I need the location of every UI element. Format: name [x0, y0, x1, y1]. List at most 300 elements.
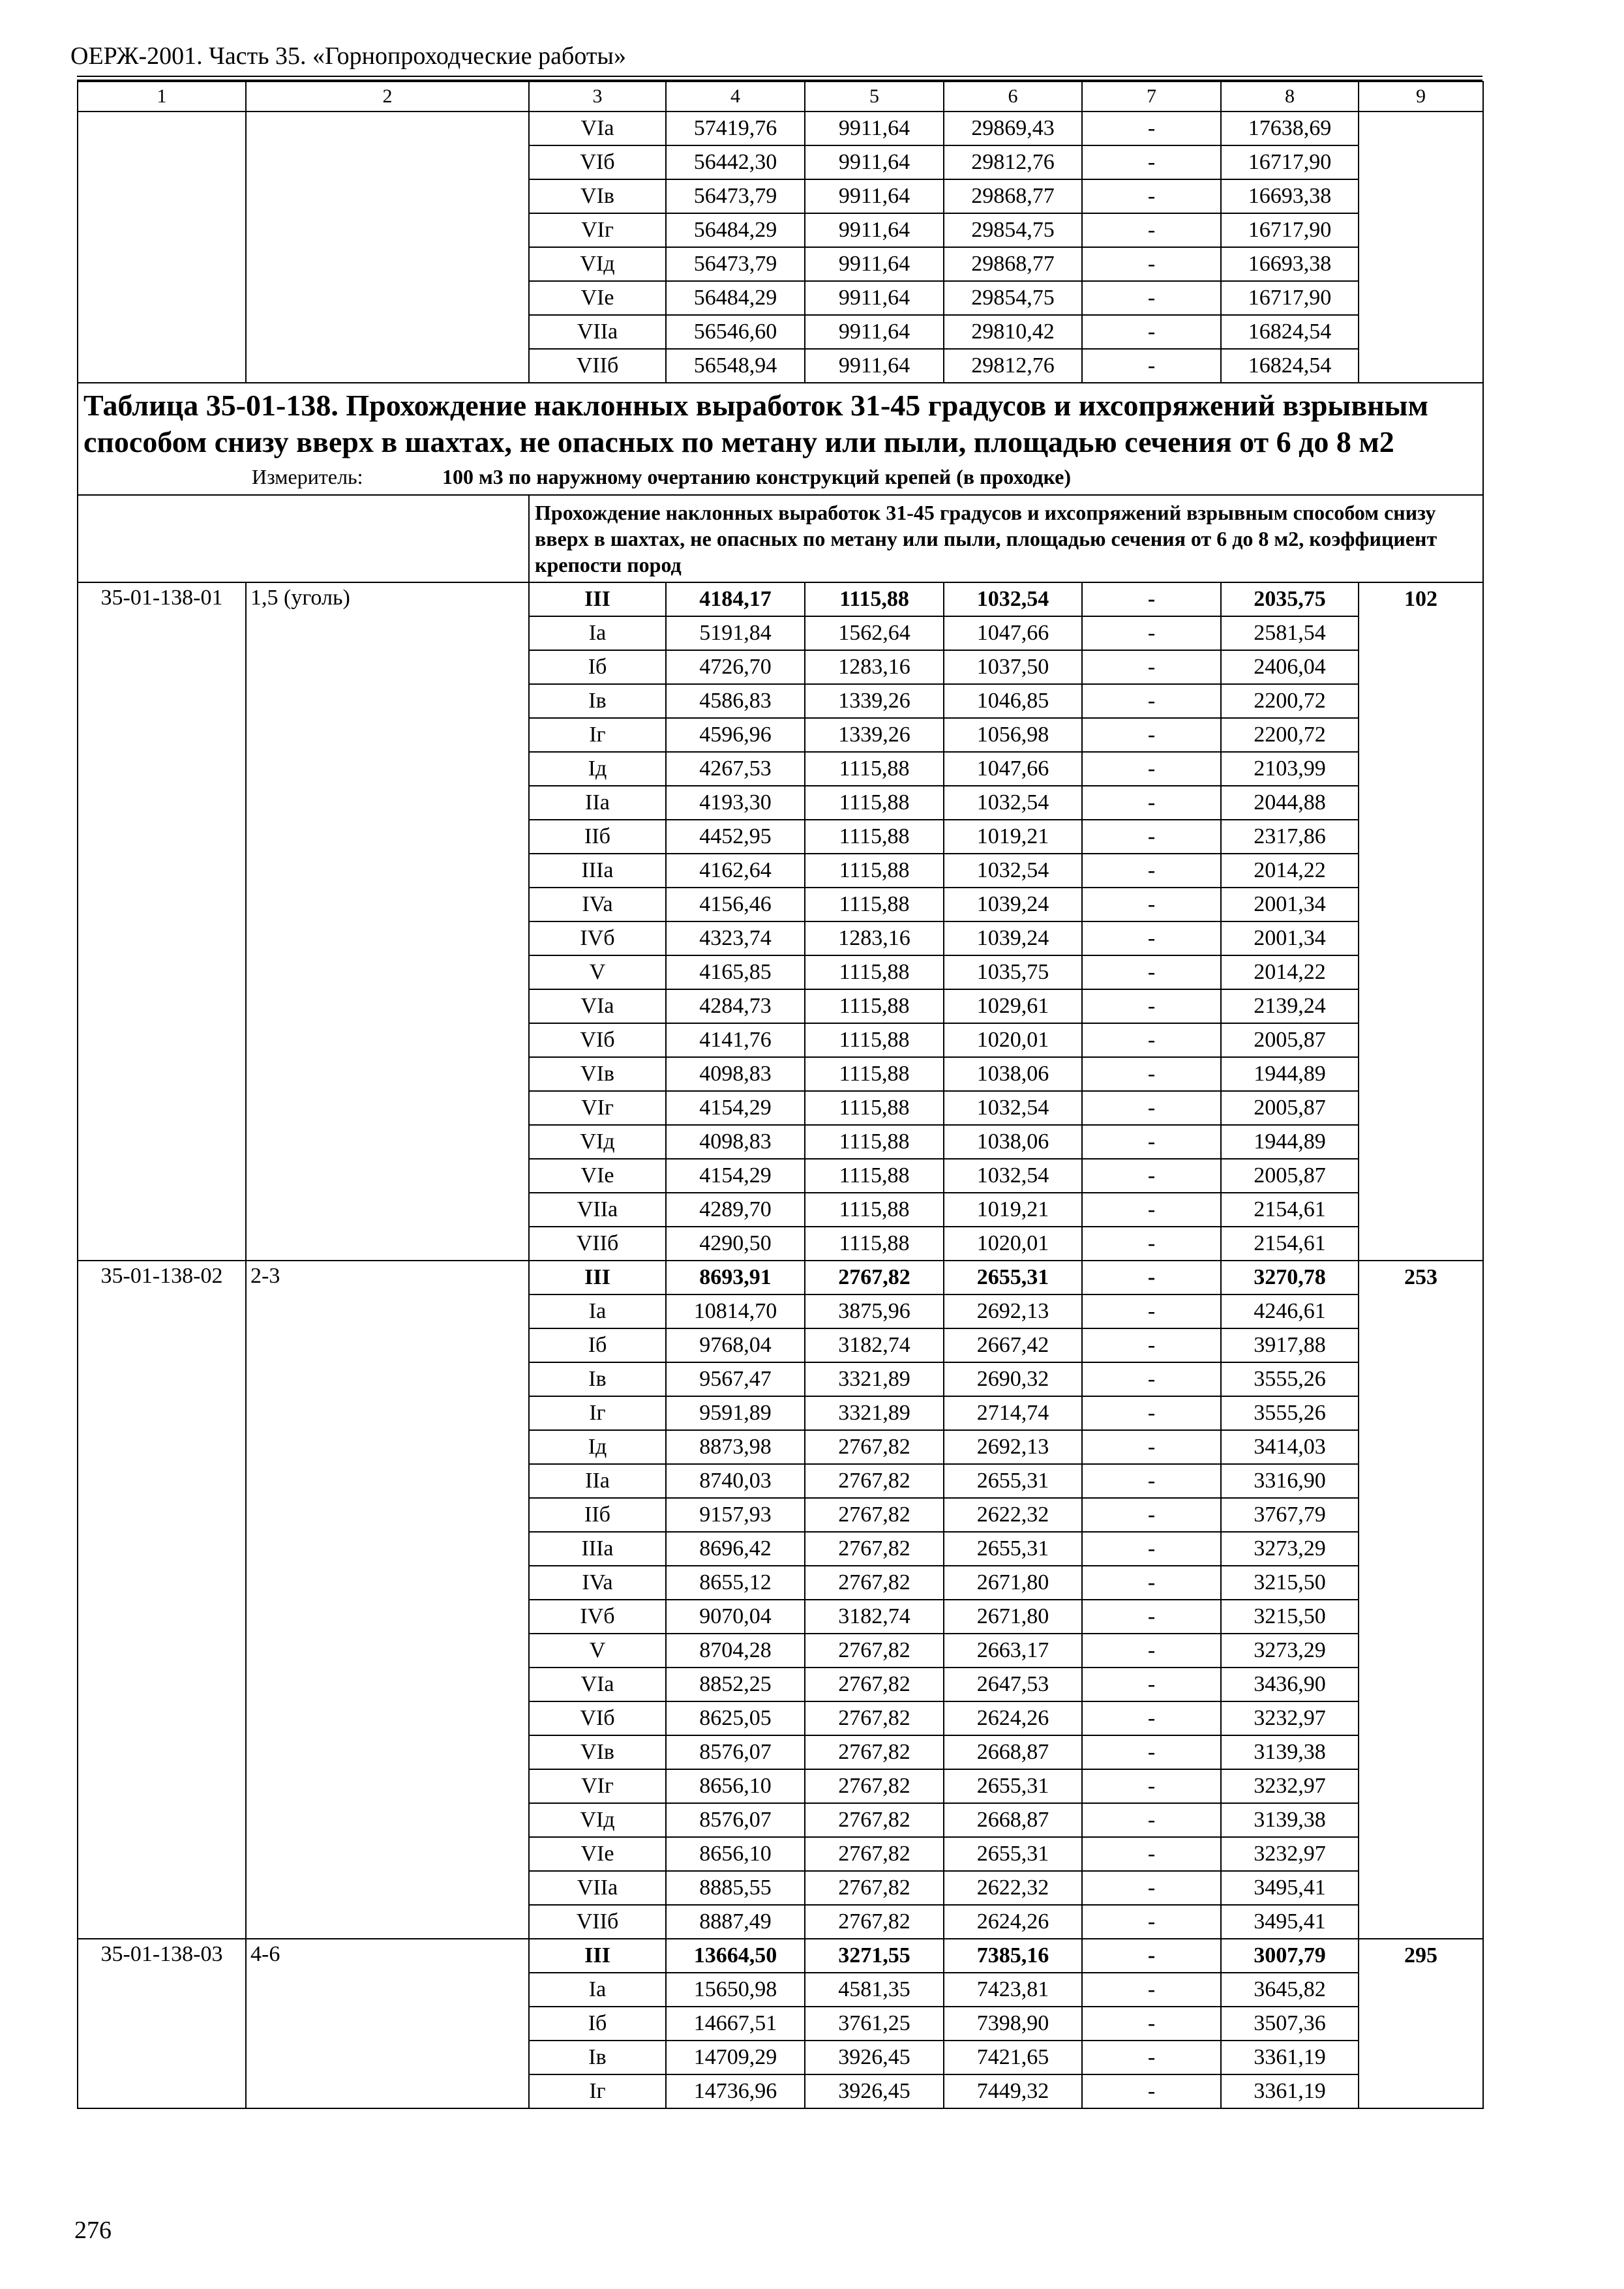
value-cell: 1115,88 — [805, 1023, 944, 1057]
value-cell: 2014,22 — [1221, 955, 1359, 989]
value-cell: VIe — [529, 1837, 666, 1871]
value-cell: 2035,75 — [1221, 582, 1359, 616]
value-cell: 2767,82 — [805, 1735, 944, 1769]
value-cell: 1039,24 — [944, 888, 1082, 921]
value-cell: 56473,79 — [666, 247, 805, 281]
value-cell: - — [1082, 2007, 1221, 2041]
value-cell: 2767,82 — [805, 1430, 944, 1464]
subtitle-indent — [78, 495, 529, 582]
value-cell: 3316,90 — [1221, 1464, 1359, 1498]
value-cell: 2655,31 — [944, 1532, 1082, 1566]
value-cell: - — [1082, 1193, 1221, 1227]
value-cell: 3139,38 — [1221, 1803, 1359, 1837]
value-cell: 8655,12 — [666, 1566, 805, 1600]
column-number: 2 — [246, 82, 529, 112]
value-cell: - — [1082, 684, 1221, 718]
value-cell: 3361,19 — [1221, 2074, 1359, 2108]
value-cell: 1019,21 — [944, 820, 1082, 854]
rock-hardness: 2-3 — [246, 1261, 529, 1939]
table-row — [78, 112, 1483, 145]
value-cell: 3436,90 — [1221, 1668, 1359, 1701]
value-cell: 2690,32 — [944, 1362, 1082, 1396]
value-cell: 3139,38 — [1221, 1735, 1359, 1769]
value-cell: 56546,60 — [666, 315, 805, 349]
value-cell: 8873,98 — [666, 1430, 805, 1464]
measure-value: 100 м3 по наружному очертанию конструкций крепей (в проходке) — [442, 465, 1072, 488]
value-cell: VIв — [529, 1735, 666, 1769]
value-cell: - — [1082, 1396, 1221, 1430]
value-cell: - — [1082, 650, 1221, 684]
value-cell: - — [1082, 2074, 1221, 2108]
value-cell: 56473,79 — [666, 179, 805, 213]
value-cell: 1032,54 — [944, 854, 1082, 888]
value-cell: VIд — [529, 1803, 666, 1837]
value-cell: 1035,75 — [944, 955, 1082, 989]
value-cell: 8887,49 — [666, 1905, 805, 1939]
value-cell: Iг — [529, 718, 666, 752]
value-cell: - — [1082, 1668, 1221, 1701]
value-cell: 1115,88 — [805, 854, 944, 888]
value-cell: - — [1082, 989, 1221, 1023]
value-cell: 1032,54 — [944, 1091, 1082, 1125]
value-cell: VIIб — [529, 1227, 666, 1261]
page-number: 276 — [74, 2217, 112, 2244]
value-cell: V — [529, 955, 666, 989]
value-cell: 1032,54 — [944, 786, 1082, 820]
value-cell: - — [1082, 854, 1221, 888]
value-cell: 4246,61 — [1221, 1294, 1359, 1328]
value-cell: 3555,26 — [1221, 1362, 1359, 1396]
value-cell: 1115,88 — [805, 752, 944, 786]
value-cell: 2668,87 — [944, 1803, 1082, 1837]
value-cell: - — [1082, 179, 1221, 213]
value-cell: - — [1082, 1871, 1221, 1905]
value-cell: 3232,97 — [1221, 1837, 1359, 1871]
value-cell: 2671,80 — [944, 1566, 1082, 1600]
value-cell: 9911,64 — [805, 213, 944, 247]
value-cell: 57419,76 — [666, 112, 805, 145]
table-row — [78, 1261, 1483, 1294]
value-cell: - — [1082, 1430, 1221, 1464]
value-cell: Iд — [529, 752, 666, 786]
value-cell: 4184,17 — [666, 582, 805, 616]
col9-value: 295 — [1359, 1939, 1483, 2108]
value-cell: VIб — [529, 145, 666, 179]
value-cell: VIIa — [529, 1193, 666, 1227]
value-cell: - — [1082, 213, 1221, 247]
value-cell: 2647,53 — [944, 1668, 1082, 1701]
column-number: 6 — [944, 82, 1082, 112]
value-cell: 1115,88 — [805, 1057, 944, 1091]
column-number: 3 — [529, 82, 666, 112]
col9-value: 253 — [1359, 1261, 1483, 1939]
value-cell: 1037,50 — [944, 650, 1082, 684]
value-cell: 1115,88 — [805, 582, 944, 616]
value-cell: IIa — [529, 786, 666, 820]
value-cell: 1562,64 — [805, 616, 944, 650]
value-cell: 15650,98 — [666, 1973, 805, 2007]
column-number: 4 — [666, 82, 805, 112]
value-cell: 1020,01 — [944, 1227, 1082, 1261]
value-cell: VIe — [529, 281, 666, 315]
column-number: 5 — [805, 82, 944, 112]
value-cell: VIa — [529, 1668, 666, 1701]
value-cell: 1115,88 — [805, 888, 944, 921]
value-cell: - — [1082, 145, 1221, 179]
value-cell: 3182,74 — [805, 1600, 944, 1634]
value-cell: - — [1082, 820, 1221, 854]
value-cell: 2139,24 — [1221, 989, 1359, 1023]
value-cell: VIг — [529, 213, 666, 247]
value-cell: - — [1082, 1362, 1221, 1396]
value-cell: 3232,97 — [1221, 1769, 1359, 1803]
column-number-row — [78, 82, 1483, 112]
value-cell: 1944,89 — [1221, 1125, 1359, 1159]
col9-cell-empty — [1359, 112, 1483, 383]
value-cell: 7449,32 — [944, 2074, 1082, 2108]
value-cell: 2767,82 — [805, 1837, 944, 1871]
estimate-table — [77, 81, 1484, 2109]
value-cell: IIб — [529, 1498, 666, 1532]
value-cell: III — [529, 582, 666, 616]
value-cell: 1047,66 — [944, 616, 1082, 650]
value-cell: 2714,74 — [944, 1396, 1082, 1430]
value-cell: 1029,61 — [944, 989, 1082, 1023]
value-cell: 4290,50 — [666, 1227, 805, 1261]
value-cell: 2001,34 — [1221, 888, 1359, 921]
value-cell: 2317,86 — [1221, 820, 1359, 854]
measure-label: Измеритель: — [252, 465, 363, 488]
value-cell: 3271,55 — [805, 1939, 944, 1973]
value-cell: - — [1082, 1701, 1221, 1735]
value-cell: 3361,19 — [1221, 2041, 1359, 2074]
value-cell: IIa — [529, 1464, 666, 1498]
value-cell: - — [1082, 1634, 1221, 1668]
value-cell: 1032,54 — [944, 1159, 1082, 1193]
value-cell: 9911,64 — [805, 112, 944, 145]
value-cell: - — [1082, 718, 1221, 752]
value-cell: - — [1082, 1091, 1221, 1125]
table-title-cell — [78, 383, 1483, 495]
value-cell: Iб — [529, 650, 666, 684]
value-cell: 14667,51 — [666, 2007, 805, 2041]
value-cell: - — [1082, 752, 1221, 786]
value-cell: 4289,70 — [666, 1193, 805, 1227]
value-cell: 1115,88 — [805, 955, 944, 989]
value-cell: 29854,75 — [944, 281, 1082, 315]
value-cell: 2005,87 — [1221, 1159, 1359, 1193]
value-cell: - — [1082, 1125, 1221, 1159]
subtitle-row — [78, 495, 1483, 582]
value-cell: 2767,82 — [805, 1464, 944, 1498]
value-cell: VIIб — [529, 1905, 666, 1939]
condition-cell-empty — [246, 112, 529, 383]
value-cell: - — [1082, 1803, 1221, 1837]
value-cell: VIв — [529, 1057, 666, 1091]
value-cell: 2767,82 — [805, 1634, 944, 1668]
value-cell: 1020,01 — [944, 1023, 1082, 1057]
value-cell: 2200,72 — [1221, 718, 1359, 752]
value-cell: 2767,82 — [805, 1532, 944, 1566]
value-cell: 1038,06 — [944, 1057, 1082, 1091]
value-cell: 2622,32 — [944, 1498, 1082, 1532]
column-number: 8 — [1221, 82, 1359, 112]
code-cell-empty — [78, 112, 246, 383]
value-cell: 3215,50 — [1221, 1566, 1359, 1600]
column-number: 9 — [1359, 82, 1483, 112]
value-cell: - — [1082, 281, 1221, 315]
value-cell: IVб — [529, 1600, 666, 1634]
value-cell: 29812,76 — [944, 145, 1082, 179]
value-cell: VIIa — [529, 1871, 666, 1905]
value-cell: 1339,26 — [805, 718, 944, 752]
value-cell: VIб — [529, 1701, 666, 1735]
value-cell: 1115,88 — [805, 1227, 944, 1261]
value-cell: 2767,82 — [805, 1668, 944, 1701]
value-cell: VIa — [529, 989, 666, 1023]
value-cell: 3182,74 — [805, 1328, 944, 1362]
value-cell: 1115,88 — [805, 1159, 944, 1193]
value-cell: - — [1082, 1159, 1221, 1193]
value-cell: 2767,82 — [805, 1803, 944, 1837]
value-cell: 14709,29 — [666, 2041, 805, 2074]
value-cell: 17638,69 — [1221, 112, 1359, 145]
value-cell: 1047,66 — [944, 752, 1082, 786]
value-cell: 2005,87 — [1221, 1091, 1359, 1125]
value-cell: 8625,05 — [666, 1701, 805, 1735]
value-cell: IVa — [529, 1566, 666, 1600]
value-cell: 2767,82 — [805, 1701, 944, 1735]
value-cell: 9911,64 — [805, 349, 944, 383]
value-cell: 16717,90 — [1221, 281, 1359, 315]
value-cell: VIб — [529, 1023, 666, 1057]
value-cell: 2154,61 — [1221, 1193, 1359, 1227]
value-cell: 9070,04 — [666, 1600, 805, 1634]
value-cell: 56442,30 — [666, 145, 805, 179]
value-cell: IVa — [529, 888, 666, 921]
value-cell: 3761,25 — [805, 2007, 944, 2041]
value-cell: 16824,54 — [1221, 349, 1359, 383]
value-cell: VIд — [529, 247, 666, 281]
value-cell: Iб — [529, 1328, 666, 1362]
value-cell: - — [1082, 1769, 1221, 1803]
value-cell: 3273,29 — [1221, 1634, 1359, 1668]
value-cell: 1115,88 — [805, 820, 944, 854]
value-cell: Iв — [529, 684, 666, 718]
value-cell: - — [1082, 888, 1221, 921]
value-cell: - — [1082, 921, 1221, 955]
value-cell: Iг — [529, 2074, 666, 2108]
value-cell: 8696,42 — [666, 1532, 805, 1566]
value-cell: 2044,88 — [1221, 786, 1359, 820]
value-cell: 4162,64 — [666, 854, 805, 888]
value-cell: 2624,26 — [944, 1905, 1082, 1939]
value-cell: 7398,90 — [944, 2007, 1082, 2041]
value-cell: 2767,82 — [805, 1498, 944, 1532]
value-cell: 4154,29 — [666, 1159, 805, 1193]
table-row — [78, 582, 1483, 616]
rate-code: 35-01-138-01 — [78, 582, 246, 1261]
value-cell: 5191,84 — [666, 616, 805, 650]
value-cell: 16717,90 — [1221, 145, 1359, 179]
value-cell: 10814,70 — [666, 1294, 805, 1328]
value-cell: 2668,87 — [944, 1735, 1082, 1769]
value-cell: VIIб — [529, 349, 666, 383]
value-cell: 56484,29 — [666, 213, 805, 247]
value-cell: - — [1082, 786, 1221, 820]
value-cell: 29868,77 — [944, 247, 1082, 281]
value-cell: IIIa — [529, 854, 666, 888]
value-cell: VIв — [529, 179, 666, 213]
value-cell: 3321,89 — [805, 1362, 944, 1396]
value-cell: - — [1082, 1600, 1221, 1634]
value-cell: 2767,82 — [805, 1261, 944, 1294]
value-cell: 1115,88 — [805, 1125, 944, 1159]
value-cell: 8576,07 — [666, 1735, 805, 1769]
measure-line — [83, 463, 1477, 490]
value-cell: 9768,04 — [666, 1328, 805, 1362]
value-cell: 13664,50 — [666, 1939, 805, 1973]
value-cell: 9911,64 — [805, 315, 944, 349]
value-cell: - — [1082, 349, 1221, 383]
value-cell: 2655,31 — [944, 1837, 1082, 1871]
value-cell: VIг — [529, 1769, 666, 1803]
value-cell: 2692,13 — [944, 1430, 1082, 1464]
value-cell: 9911,64 — [805, 281, 944, 315]
value-cell: 29869,43 — [944, 112, 1082, 145]
value-cell: VIIa — [529, 315, 666, 349]
value-cell: 2581,54 — [1221, 616, 1359, 650]
value-cell: Iб — [529, 2007, 666, 2041]
value-cell: 3645,82 — [1221, 1973, 1359, 2007]
value-cell: 9567,47 — [666, 1362, 805, 1396]
rate-code: 35-01-138-03 — [78, 1939, 246, 2108]
value-cell: - — [1082, 1294, 1221, 1328]
value-cell: 3321,89 — [805, 1396, 944, 1430]
value-cell: 56484,29 — [666, 281, 805, 315]
value-cell: 29868,77 — [944, 179, 1082, 213]
value-cell: 3875,96 — [805, 1294, 944, 1328]
value-cell: 2406,04 — [1221, 650, 1359, 684]
value-cell: 3273,29 — [1221, 1532, 1359, 1566]
value-cell: 2767,82 — [805, 1871, 944, 1905]
value-cell: Ia — [529, 616, 666, 650]
value-cell: 2154,61 — [1221, 1227, 1359, 1261]
value-cell: Ia — [529, 1973, 666, 2007]
value-cell: 2014,22 — [1221, 854, 1359, 888]
value-cell: - — [1082, 1023, 1221, 1057]
table-title-row — [78, 383, 1483, 495]
value-cell: 1019,21 — [944, 1193, 1082, 1227]
value-cell: - — [1082, 2041, 1221, 2074]
value-cell: 3926,45 — [805, 2041, 944, 2074]
value-cell: 9911,64 — [805, 179, 944, 213]
value-cell: 16824,54 — [1221, 315, 1359, 349]
value-cell: 8885,55 — [666, 1871, 805, 1905]
value-cell: V — [529, 1634, 666, 1668]
value-cell: - — [1082, 955, 1221, 989]
value-cell: 1032,54 — [944, 582, 1082, 616]
value-cell: - — [1082, 1837, 1221, 1871]
value-cell: 3414,03 — [1221, 1430, 1359, 1464]
value-cell: - — [1082, 247, 1221, 281]
value-cell: 4156,46 — [666, 888, 805, 921]
value-cell: - — [1082, 112, 1221, 145]
value-cell: 3926,45 — [805, 2074, 944, 2108]
value-cell: 2655,31 — [944, 1464, 1082, 1498]
table-row — [78, 1939, 1483, 1973]
value-cell: 1115,88 — [805, 989, 944, 1023]
value-cell: 2671,80 — [944, 1600, 1082, 1634]
value-cell: 3507,36 — [1221, 2007, 1359, 2041]
value-cell: - — [1082, 1939, 1221, 1973]
value-cell: 2200,72 — [1221, 684, 1359, 718]
value-cell: 2767,82 — [805, 1566, 944, 1600]
value-cell: 3495,41 — [1221, 1871, 1359, 1905]
value-cell: 8704,28 — [666, 1634, 805, 1668]
value-cell: - — [1082, 1532, 1221, 1566]
subtitle: Прохождение наклонных выработок 31-45 градусов и ихсопряжений взрывным способом снизу вверх в шахтах, не опасных по метану или пыли, площадью сечения от 6 до 8 м2, коэффициент крепости пород — [529, 495, 1483, 582]
value-cell: 1283,16 — [805, 650, 944, 684]
value-cell: 9591,89 — [666, 1396, 805, 1430]
value-cell: 4596,96 — [666, 718, 805, 752]
value-cell: - — [1082, 315, 1221, 349]
value-cell: 3495,41 — [1221, 1905, 1359, 1939]
value-cell: 9911,64 — [805, 247, 944, 281]
value-cell: 4193,30 — [666, 786, 805, 820]
value-cell: 8693,91 — [666, 1261, 805, 1294]
value-cell: 8740,03 — [666, 1464, 805, 1498]
header-rule — [77, 76, 1482, 81]
value-cell: 56548,94 — [666, 349, 805, 383]
value-cell: 16693,38 — [1221, 179, 1359, 213]
value-cell: 4098,83 — [666, 1125, 805, 1159]
value-cell: - — [1082, 1057, 1221, 1091]
value-cell: 1039,24 — [944, 921, 1082, 955]
value-cell: 3215,50 — [1221, 1600, 1359, 1634]
value-cell: 3767,79 — [1221, 1498, 1359, 1532]
value-cell: Iв — [529, 2041, 666, 2074]
value-cell: - — [1082, 1261, 1221, 1294]
value-cell: 16693,38 — [1221, 247, 1359, 281]
value-cell: 2624,26 — [944, 1701, 1082, 1735]
value-cell: 4098,83 — [666, 1057, 805, 1091]
value-cell: 1115,88 — [805, 786, 944, 820]
value-cell: 8852,25 — [666, 1668, 805, 1701]
value-cell: VIe — [529, 1159, 666, 1193]
column-number: 1 — [78, 82, 246, 112]
value-cell: 7385,16 — [944, 1939, 1082, 1973]
value-cell: VIд — [529, 1125, 666, 1159]
column-number: 7 — [1082, 82, 1221, 112]
value-cell: IVб — [529, 921, 666, 955]
value-cell: 8656,10 — [666, 1837, 805, 1871]
value-cell: - — [1082, 1735, 1221, 1769]
value-cell: 2663,17 — [944, 1634, 1082, 1668]
value-cell: 2655,31 — [944, 1261, 1082, 1294]
value-cell: 9157,93 — [666, 1498, 805, 1532]
value-cell: 3555,26 — [1221, 1396, 1359, 1430]
rate-code: 35-01-138-02 — [78, 1261, 246, 1939]
col9-value: 102 — [1359, 582, 1483, 1261]
value-cell: - — [1082, 1328, 1221, 1362]
value-cell: IIIa — [529, 1532, 666, 1566]
value-cell: - — [1082, 1566, 1221, 1600]
value-cell: Ia — [529, 1294, 666, 1328]
value-cell: III — [529, 1261, 666, 1294]
value-cell: 8656,10 — [666, 1769, 805, 1803]
value-cell: 1283,16 — [805, 921, 944, 955]
